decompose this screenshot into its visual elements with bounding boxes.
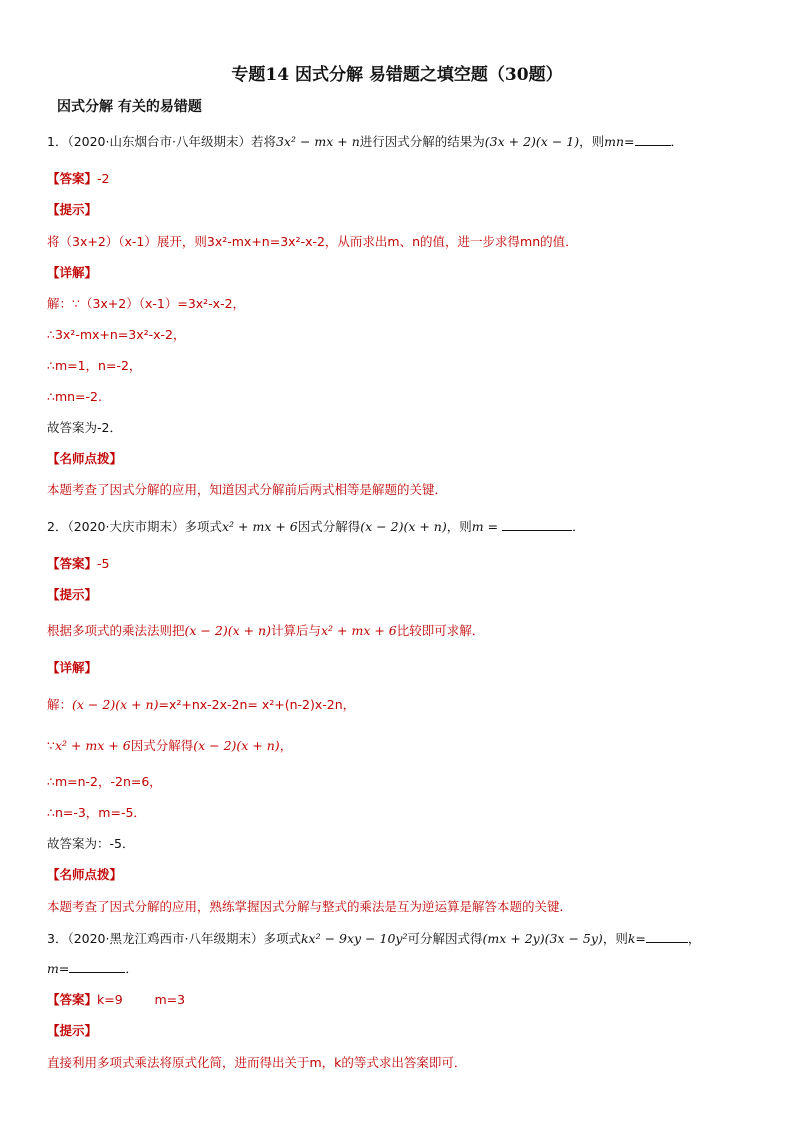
q2-d1-b: =x²+nx-2x-2n= x²+(n-2)x-2n， — [158, 697, 356, 712]
q1-hint-tag: 【提示】 — [47, 202, 98, 217]
q2-d2-expr1: x² + mx + 6 — [54, 738, 131, 753]
q2-expr3: m = — [471, 519, 499, 534]
q1-answer-tag: 【答案】 — [47, 171, 98, 186]
q2-tip-tag: 【名师点拨】 — [47, 867, 123, 882]
q3-expr2: (mx + 2y)(3x − 5y) — [482, 931, 603, 946]
q1-end3: ． — [670, 134, 684, 149]
q3-answer-tag: 【答案】 — [47, 992, 98, 1007]
q3-hint-tag: 【提示】 — [47, 1023, 98, 1038]
q2-label: 2．（2020·大庆市期末）多项式 — [47, 519, 222, 534]
q2-hint — [47, 622, 484, 640]
q2-answer-blank[interactable] — [502, 518, 572, 531]
q3-hint: 直接利用多项式乘法将原式化简，进而得出关于m，k的等式求出答案即可． — [47, 1055, 467, 1070]
q1-expr3: mn — [604, 134, 625, 149]
question-1 — [47, 133, 683, 151]
q2-answer-tag: 【答案】 — [47, 556, 98, 571]
q2-d1-a: 解： — [47, 697, 73, 712]
q1-detail-1: 解：∵（3x+2）（x-1）=3x²-x-2， — [47, 296, 246, 311]
q2-end2: ． — [572, 519, 585, 534]
q1-mid: 进行因式分解的结果为 — [359, 134, 485, 149]
q1-detail-tag: 【详解】 — [47, 265, 98, 280]
q3-k-label: k= — [627, 931, 646, 946]
q2-answer: -5 — [97, 556, 110, 571]
q2-detail-5: 故答案为：-5． — [47, 836, 135, 851]
q3-k-blank[interactable] — [646, 930, 688, 943]
q2-hint-a: 根据多项式的乘法法则把 — [47, 623, 185, 638]
q2-d2-expr2: (x − 2)(x + n) — [193, 738, 280, 753]
q1-label: 1．（2020·山东烟台市·八年级期末）若将 — [47, 134, 276, 149]
q1-detail-2: ∴3x²-mx+n=3x²-x-2， — [47, 327, 186, 342]
q2-hint-expr1: (x − 2)(x + n) — [184, 623, 271, 638]
question-2 — [47, 518, 585, 536]
q1-hint: 将（3x+2）（x-1）展开，则3x²-mx+n=3x²-x-2，从而求出m、n的值，进一步求得mn的值． — [47, 234, 578, 249]
q2-detail-3: ∴m=n-2，-2n=6， — [47, 774, 162, 789]
q1-tip-tag: 【名师点拨】 — [47, 451, 123, 466]
q2-detail-4: ∴n=-3，m=-5． — [47, 805, 146, 820]
q3-label: 3．（2020·黑龙江鸡西市·八年级期末）多项式 — [47, 931, 301, 946]
q2-detail-2 — [47, 737, 292, 755]
q1-expr1: 3x² − mx + n — [275, 134, 360, 149]
q3-dot: ． — [125, 961, 138, 976]
q3-comma: ， — [687, 931, 701, 946]
question-3 — [47, 930, 700, 948]
q2-hint-c: 比较即可求解． — [396, 623, 485, 638]
q1-detail-4: ∴mn=-2. — [47, 389, 102, 404]
q1-expr2: (3x + 2)(x − 1) — [484, 134, 580, 149]
q1-answer: -2 — [97, 171, 110, 186]
q3-m-label: m= — [47, 961, 70, 976]
q1-detail-5: 故答案为-2． — [47, 420, 122, 435]
q1-end1: ，则 — [579, 134, 605, 149]
q1-end2: = — [624, 134, 635, 149]
q2-hint-b: 计算后与 — [270, 623, 321, 638]
q2-d1-expr: (x − 2)(x + n) — [72, 697, 159, 712]
q1-answer-blank[interactable] — [635, 133, 671, 146]
q2-d2-a: ∵ — [47, 738, 55, 753]
q2-detail-1 — [47, 696, 355, 714]
page-title: 专题14 因式分解 易错题之填空题（30题） — [231, 65, 563, 85]
q3-expr1: kx² − 9xy − 10y² — [300, 931, 408, 946]
q2-hint-tag: 【提示】 — [47, 587, 98, 602]
q3-answer: k=9 m=3 — [97, 992, 186, 1007]
q2-tip: 本题考查了因式分解的应用，熟练掌握因式分解与整式的乘法是互为逆运算是解答本题的关键． — [47, 899, 573, 914]
q1-tip: 本题考查了因式分解的应用，知道因式分解前后两式相等是解题的关键． — [47, 482, 448, 497]
q2-expr2: (x − 2)(x + n) — [360, 519, 447, 534]
q2-d2-b: 因式分解得 — [130, 738, 194, 753]
q2-detail-tag: 【详解】 — [47, 660, 98, 675]
q2-end1: ，则 — [446, 519, 472, 534]
q3-end1: ，则 — [602, 931, 628, 946]
q3-mid: 可分解因式得 — [407, 931, 483, 946]
q2-hint-expr2: x² + mx + 6 — [320, 623, 397, 638]
q2-d2-c: ， — [279, 738, 293, 753]
q2-mid: 因式分解得 — [297, 519, 361, 534]
question-3-line2 — [47, 960, 138, 978]
q3-m-blank[interactable] — [69, 960, 125, 973]
section-heading: 因式分解 有关的易错题 — [57, 99, 202, 115]
q1-detail-3: ∴m=1，n=-2， — [47, 358, 142, 373]
q2-expr1: x² + mx + 6 — [222, 519, 298, 534]
